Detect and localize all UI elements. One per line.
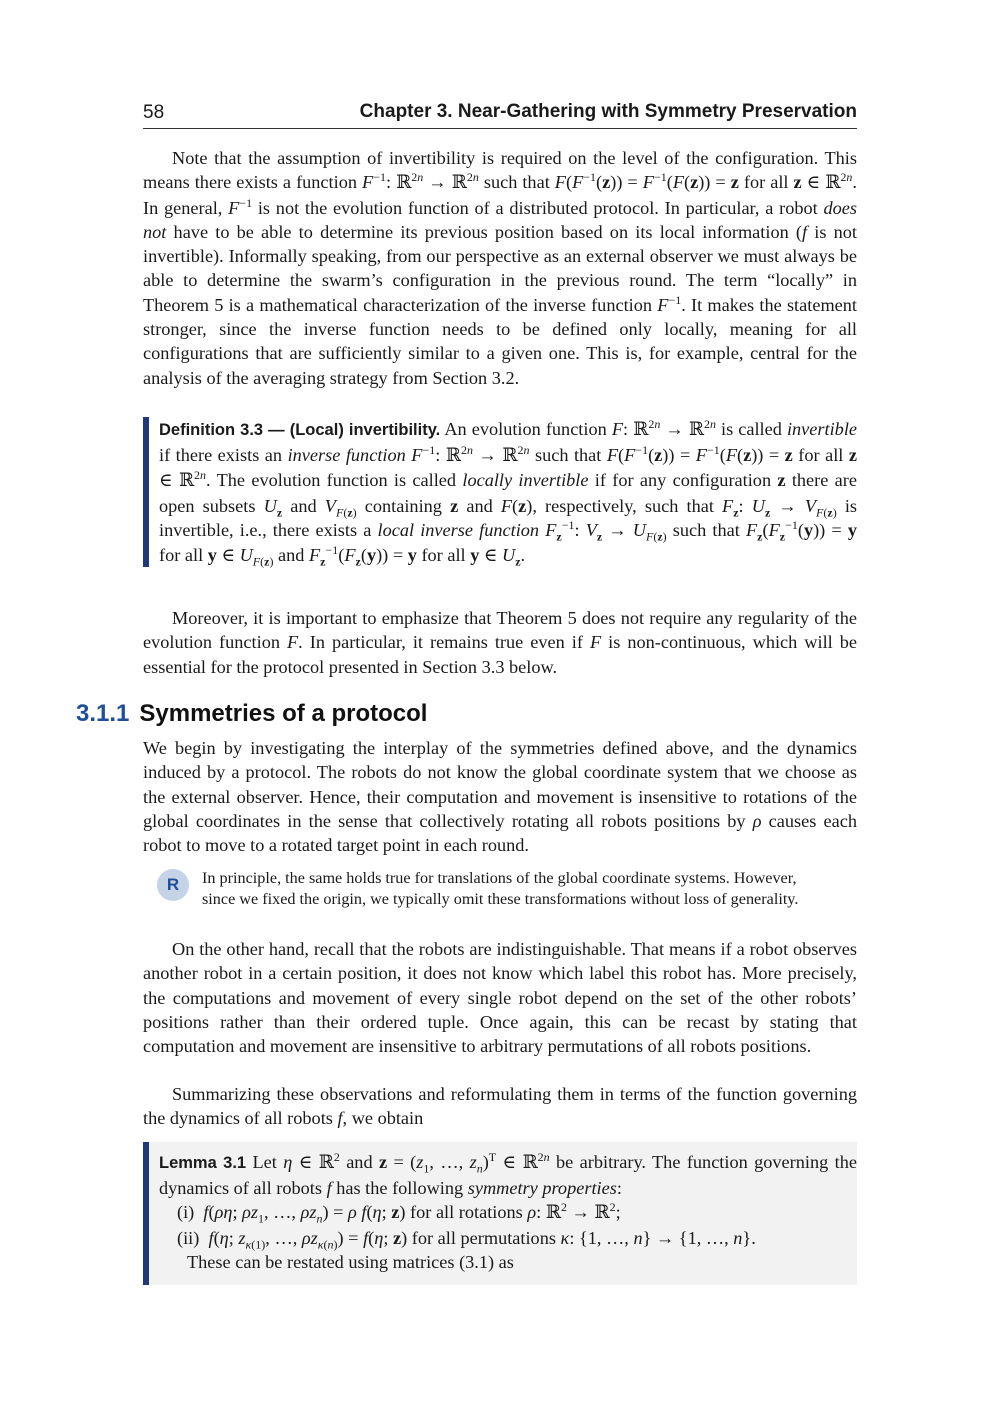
chapter-title: Chapter 3. Near-Gathering with Symmetry Preservation xyxy=(359,101,857,122)
paragraph-summary: Summarizing these observations and reformulating them in terms of the function governing the dynamics of all robots f, we obtain xyxy=(143,1084,857,1129)
lemma-item-i: (i) f(ρη; $\rho z_1$, …, $\rho z_n) = \rho$ f(η; z) for all rotations ρ: ℝ$^2$ → ℝ$^2$; xyxy=(177,1199,621,1226)
page-number: 58 xyxy=(143,102,165,123)
section-title: Symmetries of a protocol xyxy=(139,700,428,727)
lemma-restated-line: These can be restated using matrices (3.1) as xyxy=(187,1252,514,1272)
section-heading xyxy=(76,700,427,728)
remark-text: In principle, the same holds true for translations of the global coordinate systems. However, since we fixed the origin, we typically omit these transformations without loss of generality. xyxy=(202,869,799,908)
paragraph-symmetries-intro: We begin by investigating the interplay of the symmetries defined above, and the dynamics induced by a protocol. The robots do not know the global coordinate system that we choose as the external observer. Hence, their computation and movement is insensitive to rotations of the global coordinates in the sense that collectively rotating all robots positions by ρ causes each robot to move to a rotated target point in each round. xyxy=(143,738,857,856)
lemma-block: Lemma 3.1 Let η ∈ ℝ$^2$ and $z = (z_1$, …, $z_n)^T$ ∈ ℝ$^{2n}$ be arbitrary. The function governing the dynamics of all robots f has the following symmetry properties: (i) f(ρη; $\rho z_1$, …, $\rho z_n) = \rho$ f(η; z) for all rotations ρ: ℝ$^2$ → ℝ$^2$; (ii) f(η; $z_{\kappa(1)}$, …, $\rho z_{\kappa(n)}) = f(\eta$; z) for all permutations κ: {1, …, n} → {1, …, n}. These can be restated using matrices (3.1) as xyxy=(143,1142,857,1285)
section-number: 3.1.1 xyxy=(76,700,130,727)
definition-block: Definition 3.3 — (Local) invertibility. An evolution function F: ℝ$^{2n}$ → ℝ$^{2n}$ is called invertible if there exists an inverse function $F^{-1}$: ℝ$^{2n}$ → ℝ$^{2n}$ such that $F(F^{-1}(z)) = F^{-1}(F(z)) = z$ for all z ∈ ℝ$^{2n}$. The evolution function is called locally invertible if for any configuration z there are open subsets $U_z$ and $V_{F(z)}$ containing z and F(z), respectively, such that $F_z$: $U_z \to V_{F(z)}$ is invertible, i.e., there exists a local inverse function $F_z^{-1}$: $V_z \to U_{F(z)}$ such that $F_z(F_z^{-1}(y)) = y$ for all y ∈ $U_{F(z)}$ and $F_z^{-1}(F_z(y)) = y$ for all y ∈ $U_z$. xyxy=(143,417,857,567)
lemma-item-ii: (ii) f(η; $z_{\kappa(1)}$, …, $\rho z_{\kappa(n)}) = f(\eta$; z) for all permutations κ: {1, …, n} → {1, …, n}. xyxy=(177,1227,756,1252)
paragraph-invertibility-note: Note that the assumption of invertibility is required on the level of the configuration. This means there exists a function $F^{-1}$: ℝ$^{2n}$ → ℝ$^{2n}$ such that $F(F^{-1}(z)) = F^{-1}(F(z)) = z$ for all z ∈ ℝ$^{2n}$. In general, $F^{-1}$ is not the evolution function of a distributed protocol. In particular, a robot does not have to be able to determine its previous position based on its local information (f is not invertible). Informally speaking, from our perspective as an external observer we must always be able to determine the swarm’s configuration in the previous round. The term “locally” in Theorem 5 is a mathematical characterization of the inverse function $F^{-1}$. It makes the statement stronger, since the inverse function needs to be defined only locally, meaning for all configurations that are sufficiently similar to a given one. This is, for example, central for the analysis of the averaging strategy from Section 3.2. xyxy=(143,148,858,388)
paragraph-indistinguishable: On the other hand, recall that the robots are indistinguishable. That means if a robot observes another robot in a certain position, it does not know which label this robot has. More precisely, the computations and movement of every single robot depend on the set of the other robots’ positions rather than their ordered tuple. Once again, this can be recast by stating that computation and movement are insensitive to arbitrary permutations of all robots positions. xyxy=(143,939,857,1057)
lemma-label: Lemma 3.1 xyxy=(159,1154,247,1172)
remark-icon: R xyxy=(157,869,189,901)
paragraph-regularity: Moreover, it is important to emphasize that Theorem 5 does not require any regularity of the evolution function F. In particular, it remains true even if F is non-continuous, which will be essential for the protocol presented in Section 3.3 below. xyxy=(143,608,857,677)
emphasis-does-not: does not xyxy=(143,197,858,242)
page-header xyxy=(143,100,857,129)
definition-label: Definition 3.3 — (Local) invertibility. xyxy=(159,421,441,439)
